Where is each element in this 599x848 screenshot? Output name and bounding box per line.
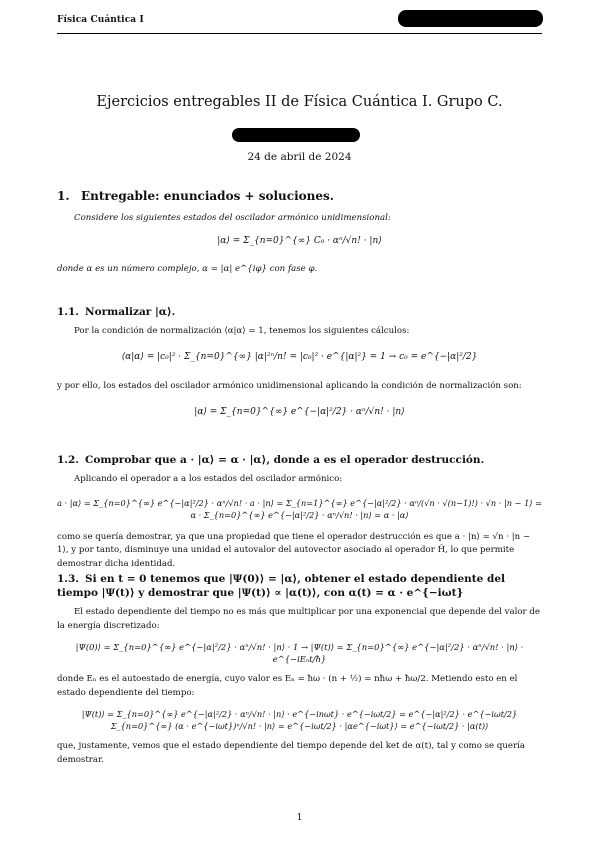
- subsection-1-1-number: 1.1.: [57, 306, 79, 318]
- header-rule: [57, 33, 542, 34]
- subsection-1-2-number: 1.2.: [57, 454, 79, 466]
- normalization-text: Por la condición de normalización ⟨α|α⟩ = 1, tenemos los siguientes cálculos:: [74, 326, 410, 336]
- section-1-number: 1.: [57, 189, 70, 203]
- subsection-1-1-heading: [57, 305, 542, 319]
- equation-normalized-state: |α⟩ = Σ_{n=0}^{∞} e^{−|α|²/2} · αⁿ/√n! · |n⟩: [194, 406, 405, 417]
- running-head: Física Cuántica I: [57, 15, 144, 25]
- equation-coherent-state: |α⟩ = Σ_{n=0}^{∞} C₀ · αⁿ/√n! · |n⟩: [217, 236, 382, 246]
- normalized-state-text: y por ello, los estados del oscilador armónico unidimensional aplicando la condición de normalización son:: [57, 381, 522, 391]
- equation-destruction-operator: a · |α⟩ = Σ_{n=0}^{∞} e^{−|α|²/2} · αⁿ/√n! · a · |n⟩ = Σ_{n=1}^{∞} e^{−|α|²/2} · αⁿ/(√n · √(n−1)!) · √n · |n − 1⟩ = α · Σ_{n=0}^{∞} e^{−|α|²/2} · αⁿ/√n! · |n⟩ = α · |α⟩: [57, 497, 542, 520]
- time-evolution-text: El estado dependiente del tiempo no es más que multiplicar por una exponencial que depende del valor de la energía discretizado:: [57, 607, 540, 631]
- subsection-1-1-title: Normalizar |α⟩.: [85, 306, 176, 318]
- subsection-1-2-title: Comprobar que a · |α⟩ = α · |α⟩, donde a es el operador destrucción.: [85, 454, 485, 466]
- subsection-1-2: [57, 453, 542, 571]
- equation-time-evolution: |Ψ(0)⟩ = Σ_{n=0}^{∞} e^{−|α|²/2} · αⁿ/√n! · |n⟩ · 1 → |Ψ(t)⟩ = Σ_{n=0}^{∞} e^{−|α|²/2} · αⁿ/√n! · |n⟩ · e^{−iEₙt/ħ}: [75, 642, 524, 664]
- subsection-1-1: [57, 305, 542, 419]
- subsection-1-3: [57, 572, 542, 767]
- section-1: [57, 190, 542, 276]
- subsection-1-3-heading: [57, 572, 542, 600]
- destruction-operator-conclusion: como se quería demostrar, ya que una propiedad que tiene el operador destrucción es que a · |n⟩ = √n · |n − 1⟩, y por tanto, disminuye una unidad el autovalor del autovector asociado al operador Ĥ, lo que permite demostrar dicha identidad.: [57, 531, 531, 569]
- equation-time-dependent-state: |Ψ(t)⟩ = Σ_{n=0}^{∞} e^{−|α|²/2} · αⁿ/√n! · |n⟩ · e^{−inωt} · e^{−iωt/2} = e^{−|α|²/2} · e^{−iωt/2} Σ_{n=0}^{∞} (α · e^{−iωt})ⁿ/√n! · |n⟩ = e^{−iωt/2} · |αe^{−iωt}⟩ = e^{−iωt/2} · |α(t)⟩: [81, 709, 518, 731]
- document-date: 24 de abril de 2024: [247, 151, 352, 163]
- destruction-operator-text: Aplicando el operador a a los estados del oscilador armónico:: [74, 474, 343, 484]
- section-1-intro: Considere los siguientes estados del oscilador armónico unidimensional:: [74, 212, 391, 223]
- document-title: Ejercicios entregables II de Física Cuántica I. Grupo C.: [96, 94, 503, 110]
- subsection-1-3-number: 1.3.: [57, 573, 79, 585]
- alpha-definition: donde α es un número complejo, α = |α| e^{iφ} con fase φ.: [57, 263, 318, 274]
- page-number: 1: [296, 813, 303, 823]
- energy-eigenvalue-text: donde Eₙ es el autoestado de energía, cuyo valor es Eₙ = ħω · (n + ½) = nħω + ħω/2. Metiendo esto en el estado dependiente del tiempo:: [57, 674, 518, 698]
- subsection-1-3-title: Si en t = 0 tenemos que |Ψ(0)⟩ = |α⟩, obtener el estado dependiente del tiempo |Ψ(t)⟩ y demostrar que |Ψ(t)⟩ ∝ |α(t)⟩, con α(t) = α · e^{−iωt}: [57, 573, 505, 599]
- section-1-heading: [57, 190, 542, 204]
- time-evolution-conclusion: que, justamente, vemos que el estado dependiente del tiempo depende del ket de α(t), tal y como se quería demostrar.: [57, 741, 525, 765]
- redacted-author-name: [232, 128, 360, 142]
- section-1-title: Entregable: enunciados + soluciones.: [81, 189, 334, 203]
- equation-normalization: ⟨α|α⟩ = |c₀|² · Σ_{n=0}^{∞} |α|²ⁿ/n! = |c₀|² · e^{|α|²} = 1 → c₀ = e^{−|α|²/2}: [121, 351, 478, 362]
- subsection-1-2-heading: [57, 453, 542, 467]
- redacted-author-header: [398, 10, 543, 27]
